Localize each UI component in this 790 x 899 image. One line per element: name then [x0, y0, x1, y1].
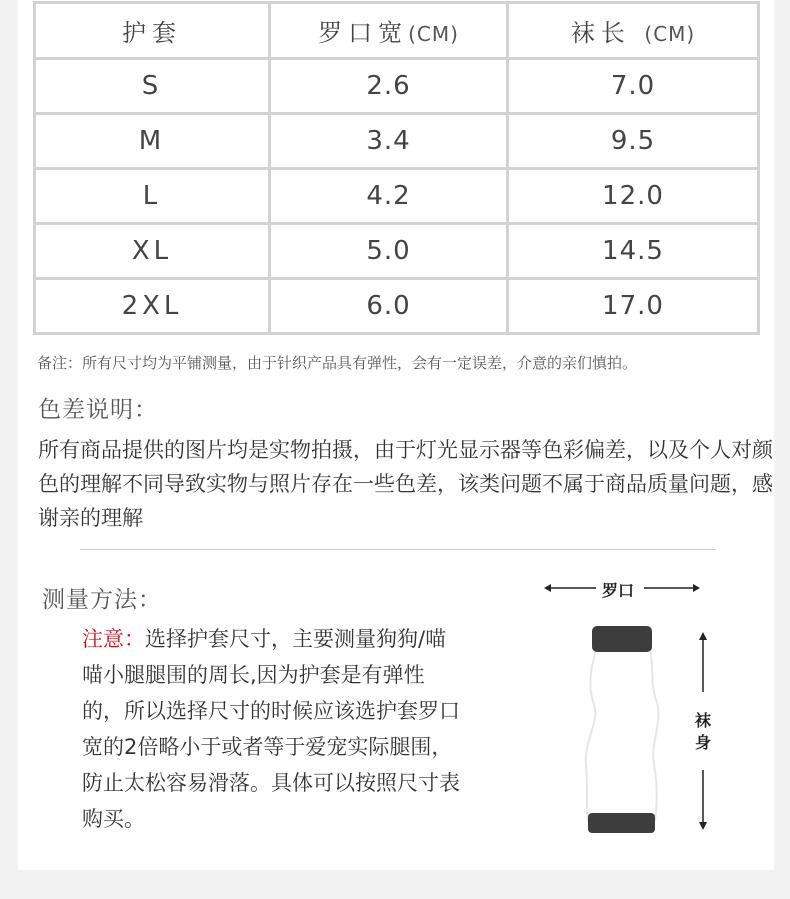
cell-length: 9.5: [508, 114, 759, 169]
opening-label: 罗口: [602, 578, 634, 601]
cell-opening: 5.0: [270, 224, 508, 279]
table-row: [35, 114, 759, 169]
header-size: 护套: [35, 3, 270, 59]
table-row: [35, 59, 759, 114]
table-row: [35, 279, 759, 334]
cell-size: M: [35, 114, 270, 169]
cell-length: 12.0: [508, 169, 759, 224]
sock-length-label: 袜身: [695, 711, 712, 752]
table-row: [35, 224, 759, 279]
sock-diagram: [540, 570, 760, 840]
cell-size: XL: [35, 224, 270, 279]
measurement-instructions: 选择护套尺寸，主要测量狗狗/喵喵小腿腿围的周长,因为护套是有弹性的，所以选择尺寸的时候应该选护套罗口宽的2倍略小于或者等于爱宠实际腿围，防止太松容易滑落。具体可以按照尺寸表购买。: [82, 627, 460, 831]
sock-opening-band: [592, 626, 652, 652]
section-divider: [80, 549, 716, 550]
cell-opening: 6.0: [270, 279, 508, 334]
color-difference-title: 色差说明：: [38, 397, 158, 423]
size-chart-table: [33, 1, 760, 335]
sock-body-outline: [586, 650, 659, 820]
cell-size: S: [35, 59, 270, 114]
cell-opening: 4.2: [270, 169, 508, 224]
color-difference-text: 所有商品提供的图片均是实物拍摄，由于灯光显示器等色彩偏差，以及个人对颜色的理解不同导致实物与照片存在一些色差，该类问题不属于商品质量问题，感谢亲的理解: [38, 438, 773, 530]
measurement-note: 备注：所有尺寸均为平铺测量，由于针织产品具有弹性，会有一定误差，介意的亲们慎拍。: [37, 354, 638, 372]
cell-opening: 2.6: [270, 59, 508, 114]
cell-length: 14.5: [508, 224, 759, 279]
sock-illustration: [540, 570, 760, 840]
cell-size: 2XL: [35, 279, 270, 334]
cell-length: 7.0: [508, 59, 759, 114]
sock-bottom-band: [588, 813, 655, 833]
measurement-method-text: [82, 621, 466, 837]
cell-length: 17.0: [508, 279, 759, 334]
table-header-row: [35, 3, 759, 59]
measurement-method-title: 测量方法：: [42, 587, 162, 613]
header-sock-length: 袜长 (CM): [508, 3, 759, 59]
cell-opening: 3.4: [270, 114, 508, 169]
cell-size: L: [35, 169, 270, 224]
header-unit: (CM): [644, 22, 696, 46]
header-opening-width: 罗口宽(CM): [270, 3, 508, 59]
header-unit: (CM): [408, 22, 459, 46]
table-row: [35, 169, 759, 224]
warning-label: 注意：: [82, 627, 145, 651]
